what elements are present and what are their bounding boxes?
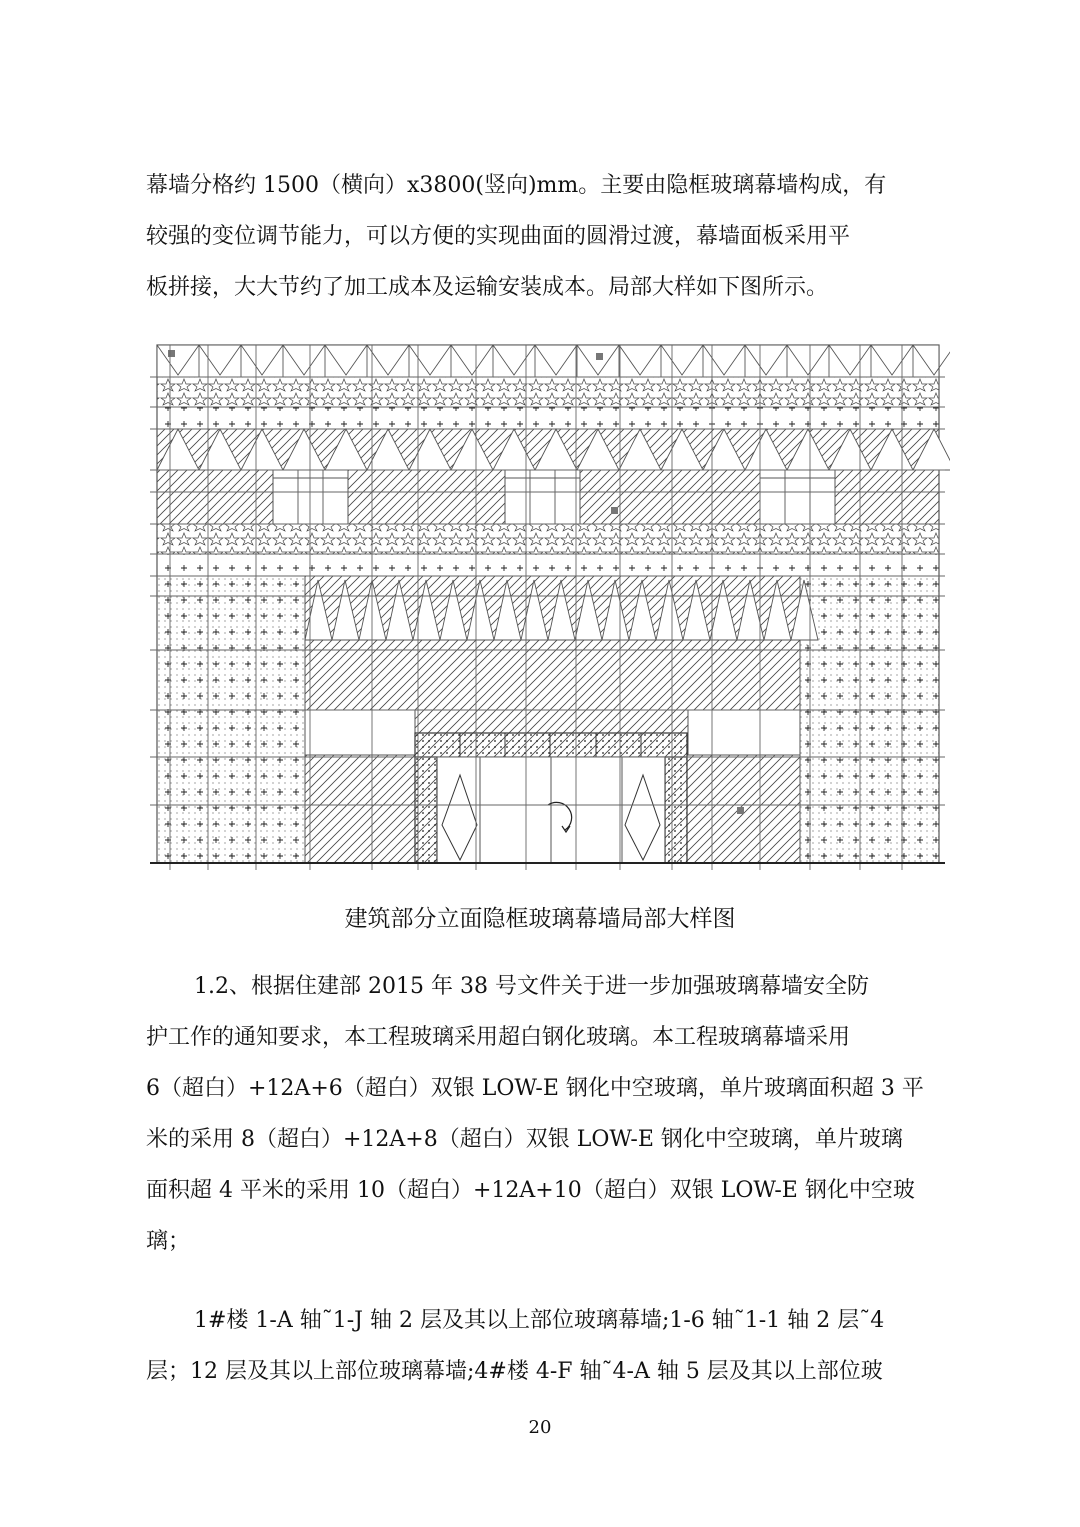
text-line: 6（超白）+12A+6（超白）双银 LOW-E 钢化中空玻璃，单片玻璃面积超 3 平 (146, 1076, 924, 1101)
scope-paragraph (146, 1295, 952, 1397)
text-line: 较强的变位调节能力，可以方便的实现曲面的圆滑过渡，幕墙面板采用平 (146, 224, 851, 249)
intro-paragraph (146, 160, 952, 313)
upper-glazing-zone (157, 429, 950, 524)
curtain-wall-elevation-drawing (150, 340, 950, 880)
star-band-upper (157, 377, 939, 407)
text-line: 璃； (146, 1229, 191, 1254)
top-panel-band (157, 345, 950, 377)
page-number: 20 (528, 1417, 552, 1438)
text-line: 面积超 4 平米的采用 10（超白）+12A+10（超白）双银 LOW-E 钢化中空玻 (146, 1178, 915, 1203)
entrance-portal (415, 733, 687, 863)
text-line: 幕墙分格约 1500（横向）x3800(竖向)mm。主要由隐框玻璃幕墙构成，有 (146, 173, 887, 198)
text-line: 1.2、根据住建部 2015 年 38 号文件关于进一步加强玻璃幕墙安全防 (194, 974, 869, 999)
requirements-paragraph (146, 961, 952, 1267)
text-line: 1#楼 1-A 轴˜1-J 轴 2 层及其以上部位玻璃幕墙;1-6 轴˜1-1 轴 2 层˜4 (194, 1308, 885, 1333)
plus-band-upper (157, 407, 939, 429)
star-band-lower (157, 524, 939, 554)
text-line: 层；12 层及其以上部位玻璃幕墙;4#楼 4-F 轴˜4-A 轴 5 层及其以上部位玻 (146, 1359, 883, 1384)
plus-band-lower (157, 554, 939, 576)
text-line: 护工作的通知要求，本工程玻璃采用超白钢化玻璃。本工程玻璃幕墙采用 (146, 1025, 851, 1050)
figure-caption: 建筑部分立面隐框玻璃幕墙局部大样图 (344, 906, 736, 932)
text-line: 米的采用 8（超白）+12A+8（超白）双银 LOW-E 钢化中空玻璃，单片玻璃 (146, 1127, 903, 1152)
text-line: 板拼接，大大节约了加工成本及运输安装成本。局部大样如下图所示。 (146, 275, 829, 300)
